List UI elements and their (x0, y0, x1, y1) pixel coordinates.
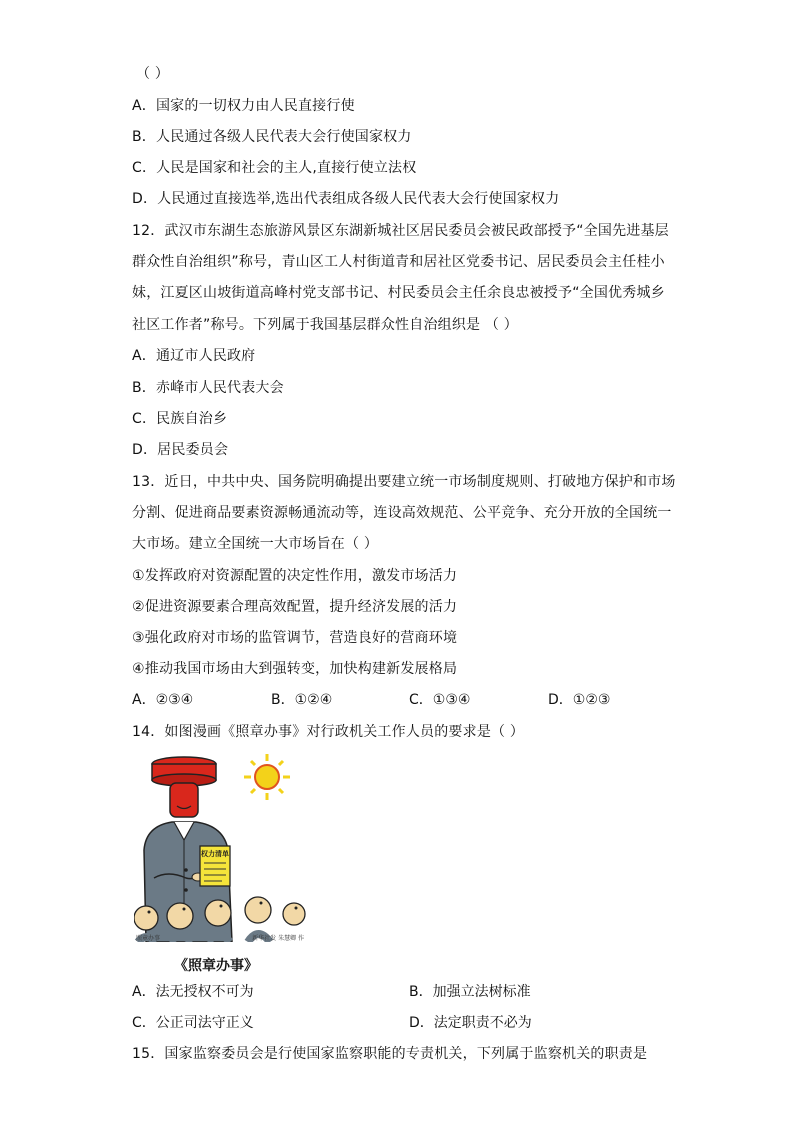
q13-item-4: ④推动我国市场由大到强转变，加快构建新发展格局 (132, 661, 458, 677)
q11-option-d: D．人民通过直接选举,选出代表组成各级人民代表大会行使国家权力 (132, 191, 560, 207)
q13-option-d: D．①②③ (548, 692, 611, 708)
q14-option-c: C．公正司法守正义 (132, 1015, 254, 1031)
q12-option-d: D．居民委员会 (132, 442, 229, 458)
q13-item-3: ③强化政府对市场的监管调节，营造良好的营商环境 (132, 630, 458, 646)
q12-stem-line-3: 妹，江夏区山坡街道高峰村党支部书记、村民委员会主任余良忠被授予“全国优秀城乡 (132, 285, 665, 301)
board-title: 权力清单 (201, 850, 229, 858)
q13-item-2: ②促进资源要素合理高效配置，提升经济发展的活力 (132, 599, 458, 615)
q13-option-a: A．②③④ (132, 692, 194, 708)
q11-option-b: B．人民通过各级人民代表大会行使国家权力 (132, 129, 412, 145)
q13-stem-line-1: 13．近日，中共中央、国务院明确提出要建立统一市场制度规则、打破地方保护和市场 (132, 474, 676, 490)
q13-option-c: C．①③④ (409, 692, 471, 708)
q12-stem-line-1: 12．武汉市东湖生态旅游风景区东湖新城社区居民委员会被民政部授予“全国先进基层 (132, 223, 669, 239)
cartoon-image (134, 750, 306, 942)
cartoon-label-left: 照章办事 (136, 935, 161, 942)
q13-stem-line-3: 大市场。建立全国统一大市场旨在（ ） (132, 536, 379, 552)
q12-stem-line-2: 群众性自治组织”称号，青山区工人村街道青和居社区党委书记、居民委员会主任桂小 (132, 254, 665, 270)
q13-stem-line-2: 分割、促进商品要素资源畅通流动等，连设高效规范、公平竞争、充分开放的全国统一 (132, 505, 672, 521)
cartoon-credit: 新华社发 朱慧卿 作 (252, 935, 304, 942)
q14-option-d: D．法定职责不必为 (409, 1015, 532, 1031)
q12-option-b: B．赤峰市人民代表大会 (132, 380, 284, 396)
q12-option-a: A．通辽市人民政府 (132, 348, 256, 364)
q11-blank: （ ） (136, 66, 170, 82)
q11-option-c: C．人民是国家和社会的主人,直接行使立法权 (132, 160, 417, 176)
cartoon-caption: 《照章办事》 (174, 958, 258, 974)
q13-option-b: B．①②④ (271, 692, 333, 708)
q13-item-1: ①发挥政府对资源配置的决定性作用，激发市场活力 (132, 568, 458, 584)
power-list-board (200, 846, 230, 886)
q11-option-a: A．国家的一切权力由人民直接行使 (132, 98, 355, 114)
q14-option-a: A．法无授权不可为 (132, 984, 254, 1000)
q14-option-b: B．加强立法树标准 (409, 984, 531, 1000)
q14-stem: 14．如图漫画《照章办事》对行政机关工作人员的要求是（ ） (132, 724, 525, 740)
q12-stem-line-4: 社区工作者”称号。下列属于我国基层群众性自治组织是 （ ） (132, 317, 518, 333)
q12-option-c: C．民族自治乡 (132, 411, 228, 427)
q15-stem: 15．国家监察委员会是行使国家监察职能的专责机关，下列属于监察机关的职责是 (132, 1046, 648, 1062)
